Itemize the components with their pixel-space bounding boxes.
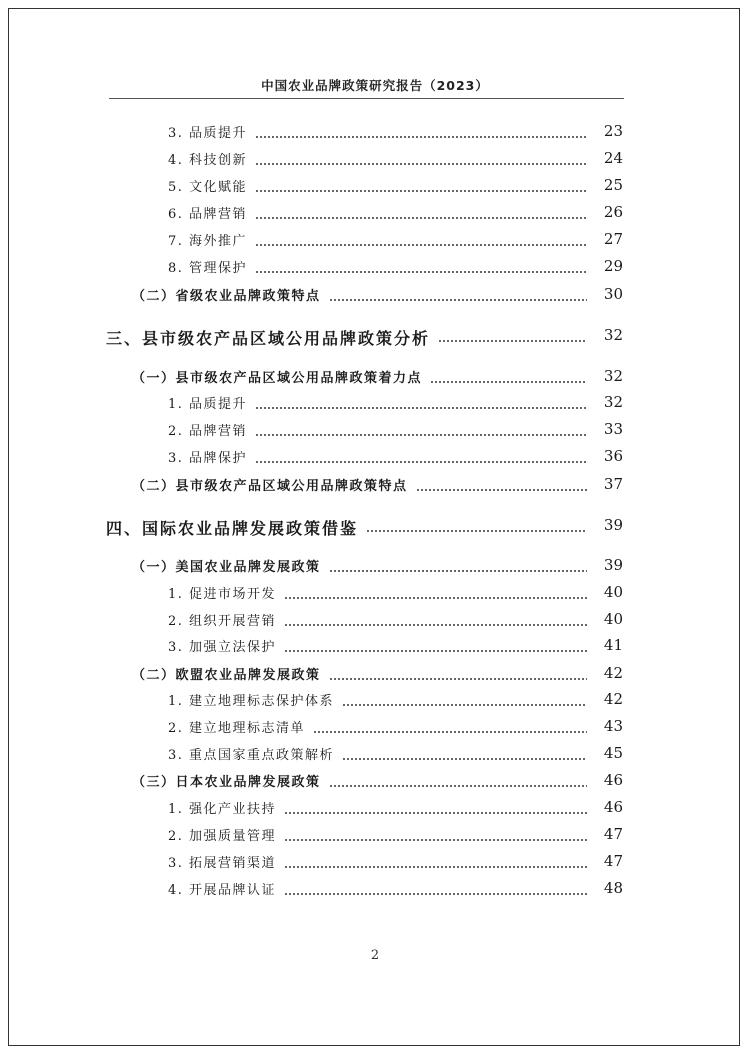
toc-entry-title: 4. 开展品牌认证	[168, 883, 277, 898]
toc-entry-title: 7. 海外推广	[168, 234, 248, 249]
toc-entry[interactable]	[0, 367, 750, 389]
toc-entry-page: 30	[603, 285, 623, 303]
toc-entry-page: 39	[603, 556, 623, 574]
toc-dot-leader	[329, 678, 587, 680]
toc-entry-page: 33	[603, 420, 623, 438]
toc-dot-leader	[284, 624, 587, 626]
toc-dot-leader	[430, 381, 587, 383]
toc-entry[interactable]	[0, 690, 750, 712]
toc-entry[interactable]	[0, 516, 750, 538]
toc-entry[interactable]	[0, 447, 750, 469]
toc-entry[interactable]	[0, 203, 750, 225]
toc-dot-leader	[255, 136, 587, 138]
toc-dot-leader	[284, 839, 587, 841]
toc-entry-title: 2. 品牌营销	[168, 424, 248, 439]
toc-dot-leader	[284, 597, 587, 599]
toc-dot-leader	[329, 299, 587, 301]
toc-entry-title: 3. 品牌保护	[168, 451, 248, 466]
toc-entry-title: 四、国际农业品牌发展政策借鉴	[106, 519, 359, 538]
toc-entry[interactable]	[0, 420, 750, 442]
toc-entry-title: 3. 拓展营销渠道	[168, 856, 277, 871]
toc-entry[interactable]	[0, 583, 750, 605]
toc-entry-page: 37	[603, 475, 623, 493]
toc-dot-leader	[366, 530, 587, 532]
toc-entry[interactable]	[0, 798, 750, 820]
toc-entry-page: 27	[603, 230, 623, 248]
toc-entry-title: 3. 品质提升	[168, 126, 248, 141]
toc-entry[interactable]	[0, 122, 750, 144]
toc-entry-title: （二）省级农业品牌政策特点	[132, 289, 321, 304]
toc-entry-page: 32	[603, 393, 623, 411]
toc-entry[interactable]	[0, 664, 750, 686]
toc-dot-leader	[255, 461, 587, 463]
toc-entry-page: 47	[603, 852, 623, 870]
toc-entry-page: 46	[603, 798, 623, 816]
toc-entry-title: 1. 品质提升	[168, 397, 248, 412]
toc-entry-title: 4. 科技创新	[168, 153, 248, 168]
toc-entry-page: 25	[603, 176, 623, 194]
toc-dot-leader	[342, 704, 587, 706]
toc-entry[interactable]	[0, 771, 750, 793]
toc-entry-page: 46	[603, 771, 623, 789]
toc-dot-leader	[255, 271, 587, 273]
toc-entry[interactable]	[0, 326, 750, 348]
toc-entry-page: 47	[603, 825, 623, 843]
toc-entry-title: 8. 管理保护	[168, 261, 248, 276]
toc-entry-page: 32	[603, 326, 623, 344]
toc-dot-leader	[329, 570, 587, 572]
toc-entry-page: 29	[603, 257, 623, 275]
toc-dot-leader	[416, 489, 587, 491]
toc-dot-leader	[255, 434, 587, 436]
toc-entry[interactable]	[0, 230, 750, 252]
toc-entry[interactable]	[0, 825, 750, 847]
toc-entry-title: 1. 促进市场开发	[168, 587, 277, 602]
toc-entry-page: 40	[603, 610, 623, 628]
toc-entry[interactable]	[0, 556, 750, 578]
toc-entry-page: 41	[603, 636, 623, 654]
toc-entry-title: 三、县市级农产品区域公用品牌政策分析	[106, 329, 431, 348]
toc-dot-leader	[255, 217, 587, 219]
toc-entry[interactable]	[0, 879, 750, 901]
toc-entry-title: 1. 强化产业扶持	[168, 802, 277, 817]
toc-entry[interactable]	[0, 610, 750, 632]
toc-entry-page: 32	[603, 367, 623, 385]
toc-dot-leader	[329, 785, 587, 787]
toc-dot-leader	[284, 650, 587, 652]
toc-entry-title: 1. 建立地理标志保护体系	[168, 694, 335, 709]
toc-entry[interactable]	[0, 475, 750, 497]
toc-entry[interactable]	[0, 176, 750, 198]
toc-entry-page: 45	[603, 744, 623, 762]
toc-entry[interactable]	[0, 636, 750, 658]
toc-entry-title: （一）美国农业品牌发展政策	[132, 560, 321, 575]
toc-entry-page: 40	[603, 583, 623, 601]
toc-entry-page: 23	[603, 122, 623, 140]
toc-dot-leader	[284, 812, 587, 814]
toc-entry-page: 36	[603, 447, 623, 465]
toc-dot-leader	[255, 163, 587, 165]
toc-entry-title: 2. 组织开展营销	[168, 614, 277, 629]
toc-entry[interactable]	[0, 149, 750, 171]
page-number: 2	[370, 948, 380, 963]
toc-entry-page: 43	[603, 717, 623, 735]
toc-entry[interactable]	[0, 393, 750, 415]
toc-dot-leader	[284, 866, 587, 868]
toc-dot-leader	[255, 407, 587, 409]
toc-entry-title: 3. 重点国家重点政策解析	[168, 748, 335, 763]
toc-entry-page: 39	[603, 516, 623, 534]
toc-entry[interactable]	[0, 852, 750, 874]
toc-entry-page: 48	[603, 879, 623, 897]
toc-entry[interactable]	[0, 257, 750, 279]
toc-dot-leader	[255, 190, 587, 192]
toc-entry-page: 24	[603, 149, 623, 167]
toc-entry-title: 2. 加强质量管理	[168, 829, 277, 844]
toc-entry[interactable]	[0, 717, 750, 739]
toc-entry-page: 42	[603, 664, 623, 682]
toc-dot-leader	[284, 893, 587, 895]
toc-dot-leader	[438, 340, 587, 342]
toc-entry-page: 42	[603, 690, 623, 708]
toc-entry-title: （一）县市级农产品区域公用品牌政策着力点	[132, 371, 423, 386]
toc-dot-leader	[255, 244, 587, 246]
toc-dot-leader	[313, 731, 587, 733]
toc-entry-title: 5. 文化赋能	[168, 180, 248, 195]
toc-entry[interactable]	[0, 285, 750, 307]
toc-entry-title: （三）日本农业品牌发展政策	[132, 775, 321, 790]
toc-entry-title: （二）县市级农产品区域公用品牌政策特点	[132, 479, 408, 494]
toc-entry-title: （二）欧盟农业品牌发展政策	[132, 668, 321, 683]
toc-dot-leader	[342, 758, 587, 760]
running-header: 中国农业品牌政策研究报告（2023）	[261, 78, 489, 93]
toc-entry-page: 26	[603, 203, 623, 221]
toc-entry-title: 6. 品牌营销	[168, 207, 248, 222]
toc-entry-title: 2. 建立地理标志清单	[168, 721, 306, 736]
toc-entry-title: 3. 加强立法保护	[168, 640, 277, 655]
toc-entry[interactable]	[0, 744, 750, 766]
